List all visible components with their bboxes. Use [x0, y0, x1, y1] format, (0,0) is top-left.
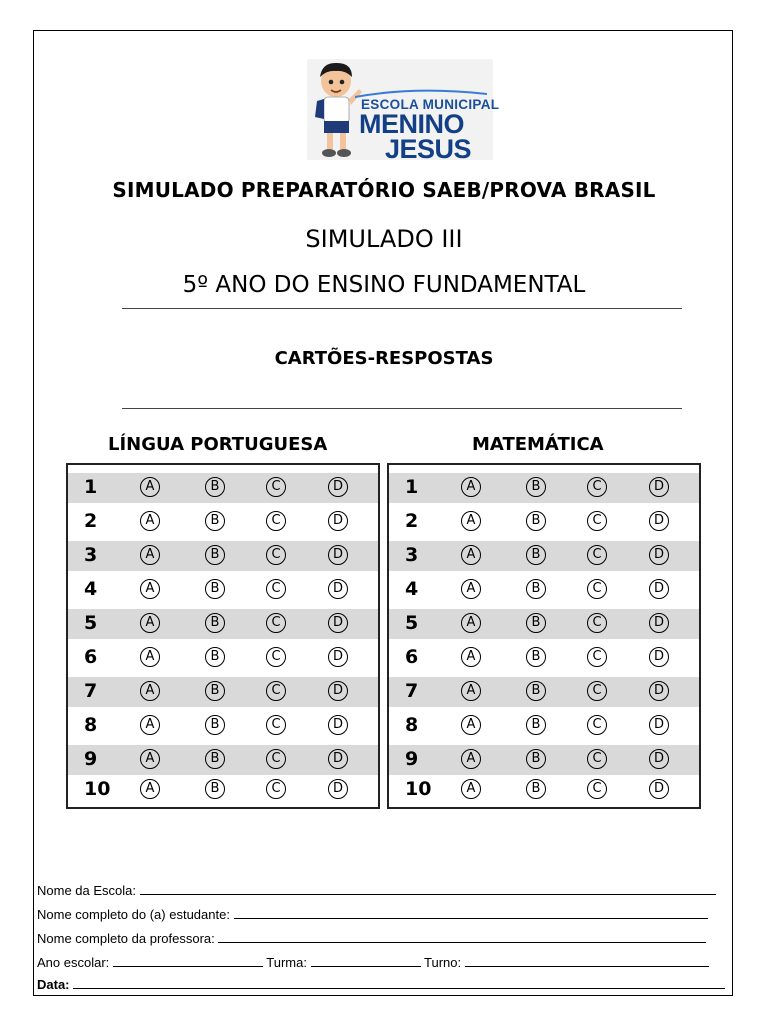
answer-row	[68, 677, 378, 707]
answer-bubble-a[interactable]: A	[461, 749, 481, 769]
answer-bubble-c[interactable]: C	[587, 715, 607, 735]
answer-row	[68, 643, 378, 673]
answer-bubble-c[interactable]: C	[266, 545, 286, 565]
answer-row	[389, 775, 699, 805]
answer-bubble-b[interactable]: B	[526, 715, 546, 735]
school-name-label: Nome da Escola:	[37, 883, 136, 898]
answer-bubble-c[interactable]: C	[587, 749, 607, 769]
grade-title: 5º ANO DO ENSINO FUNDAMENTAL	[182, 272, 586, 298]
answer-row	[389, 711, 699, 741]
logo-name-line1: MENINO	[359, 109, 464, 139]
shift-field[interactable]	[465, 954, 709, 967]
question-number: 10	[84, 778, 111, 800]
answer-bubble-d[interactable]: D	[328, 545, 348, 565]
answer-bubble-d[interactable]: D	[649, 647, 669, 667]
answer-bubble-b[interactable]: B	[205, 779, 225, 799]
answer-bubble-d[interactable]: D	[649, 511, 669, 531]
answer-row	[389, 609, 699, 639]
answer-row	[389, 473, 699, 503]
question-number: 10	[405, 778, 432, 800]
answer-bubble-a[interactable]: A	[461, 613, 481, 633]
answer-bubble-c[interactable]: C	[266, 749, 286, 769]
answer-row	[389, 507, 699, 537]
answer-sheet-title: CARTÕES-RESPOSTAS	[274, 348, 494, 369]
answer-bubble-b[interactable]: B	[205, 613, 225, 633]
answer-bubble-a[interactable]: A	[461, 779, 481, 799]
school-name-row	[37, 882, 716, 898]
date-field[interactable]	[73, 976, 725, 989]
answer-bubble-c[interactable]: C	[587, 681, 607, 701]
logo-school-line: ESCOLA MUNICIPAL	[361, 97, 500, 112]
answer-bubble-c[interactable]: C	[587, 545, 607, 565]
answer-bubble-c[interactable]: C	[266, 613, 286, 633]
answer-bubble-a[interactable]: A	[140, 579, 160, 599]
question-number: 5	[405, 612, 419, 634]
answer-bubble-a[interactable]: A	[461, 715, 481, 735]
answer-bubble-b[interactable]: B	[205, 545, 225, 565]
answer-bubble-a[interactable]: A	[140, 647, 160, 667]
answer-bubble-a[interactable]: A	[140, 511, 160, 531]
answer-row	[68, 575, 378, 605]
answer-bubble-b[interactable]: B	[526, 511, 546, 531]
answer-bubble-c[interactable]: C	[266, 647, 286, 667]
question-number: 2	[405, 510, 419, 532]
question-number: 9	[84, 748, 98, 770]
school-name-field[interactable]	[140, 882, 716, 895]
answer-bubble-b[interactable]: B	[526, 579, 546, 599]
answer-row	[389, 745, 699, 775]
divider-line	[122, 408, 682, 409]
answer-bubble-d[interactable]: D	[328, 477, 348, 497]
answer-bubble-b[interactable]: B	[526, 749, 546, 769]
answer-bubble-d[interactable]: D	[649, 579, 669, 599]
answer-row	[389, 575, 699, 605]
grade-class-shift-row	[37, 954, 709, 970]
answer-bubble-b[interactable]: B	[526, 681, 546, 701]
exam-title: SIMULADO PREPARATÓRIO SAEB/PROVA BRASIL	[112, 178, 656, 202]
answer-bubble-d[interactable]: D	[649, 613, 669, 633]
class-field[interactable]	[311, 954, 421, 967]
answer-row	[68, 609, 378, 639]
student-name-row	[37, 906, 708, 922]
question-number: 6	[405, 646, 419, 668]
question-number: 3	[84, 544, 98, 566]
grade-field[interactable]	[113, 954, 263, 967]
answer-bubble-a[interactable]: A	[140, 779, 160, 799]
question-number: 1	[84, 476, 98, 498]
answer-row	[389, 677, 699, 707]
answer-row	[68, 745, 378, 775]
answer-bubble-b[interactable]: B	[526, 647, 546, 667]
answer-bubble-a[interactable]: A	[461, 579, 481, 599]
answer-row	[68, 711, 378, 741]
question-number: 9	[405, 748, 419, 770]
question-number: 6	[84, 646, 98, 668]
question-number: 7	[84, 680, 98, 702]
question-number: 5	[84, 612, 98, 634]
answer-bubble-d[interactable]: D	[328, 613, 348, 633]
answer-row	[68, 775, 378, 805]
answer-row	[68, 473, 378, 503]
question-number: 2	[84, 510, 98, 532]
answer-bubble-d[interactable]: D	[328, 647, 348, 667]
answer-bubble-b[interactable]: B	[205, 749, 225, 769]
class-label: Turma:	[266, 955, 307, 970]
answer-bubble-b[interactable]: B	[205, 681, 225, 701]
answer-bubble-d[interactable]: D	[328, 749, 348, 769]
answer-bubble-b[interactable]: B	[205, 579, 225, 599]
answer-bubble-c[interactable]: C	[587, 779, 607, 799]
answer-bubble-a[interactable]: A	[461, 647, 481, 667]
answer-bubble-c[interactable]: C	[587, 477, 607, 497]
answer-bubble-d[interactable]: D	[328, 779, 348, 799]
answer-bubble-c[interactable]: C	[587, 613, 607, 633]
answer-bubble-c[interactable]: C	[266, 715, 286, 735]
question-number: 1	[405, 476, 419, 498]
answer-bubble-b[interactable]: B	[205, 511, 225, 531]
shift-label: Turno:	[424, 955, 462, 970]
answer-bubble-d[interactable]: D	[649, 779, 669, 799]
teacher-name-row	[37, 930, 706, 946]
answer-bubble-b[interactable]: B	[526, 613, 546, 633]
answer-bubble-a[interactable]: A	[140, 613, 160, 633]
answer-bubble-a[interactable]: A	[140, 477, 160, 497]
answer-bubble-a[interactable]: A	[140, 545, 160, 565]
question-number: 4	[405, 578, 419, 600]
answer-bubble-b[interactable]: B	[526, 545, 546, 565]
answer-bubble-d[interactable]: D	[649, 749, 669, 769]
teacher-name-label: Nome completo da professora:	[37, 931, 215, 946]
answer-bubble-c[interactable]: C	[266, 579, 286, 599]
answer-bubble-a[interactable]: A	[461, 545, 481, 565]
question-number: 4	[84, 578, 98, 600]
answer-bubble-a[interactable]: A	[461, 511, 481, 531]
answer-bubble-a[interactable]: A	[140, 749, 160, 769]
answer-bubble-a[interactable]: A	[461, 477, 481, 497]
date-row	[37, 976, 725, 992]
exam-subtitle: SIMULADO III	[305, 225, 463, 253]
student-name-label: Nome completo do (a) estudante:	[37, 907, 230, 922]
answer-bubble-d[interactable]: D	[328, 715, 348, 735]
answer-row	[389, 541, 699, 571]
answer-bubble-a[interactable]: A	[140, 715, 160, 735]
teacher-name-field[interactable]	[218, 930, 706, 943]
divider-line	[122, 308, 682, 309]
answer-bubble-c[interactable]: C	[587, 647, 607, 667]
answer-grid-math	[387, 463, 701, 809]
answer-row	[389, 643, 699, 673]
date-label: Data:	[37, 977, 70, 992]
answer-bubble-b[interactable]: B	[526, 477, 546, 497]
question-number: 7	[405, 680, 419, 702]
question-number: 8	[84, 714, 98, 736]
answer-grid-portuguese	[66, 463, 380, 809]
section-title-portuguese: LÍNGUA PORTUGUESA	[108, 434, 328, 455]
answer-bubble-d[interactable]: D	[328, 511, 348, 531]
answer-bubble-a[interactable]: A	[140, 681, 160, 701]
question-number: 3	[405, 544, 419, 566]
answer-bubble-c[interactable]: C	[266, 779, 286, 799]
answer-bubble-b[interactable]: B	[526, 779, 546, 799]
answer-bubble-a[interactable]: A	[461, 681, 481, 701]
answer-row	[68, 541, 378, 571]
answer-bubble-c[interactable]: C	[266, 477, 286, 497]
answer-bubble-b[interactable]: B	[205, 647, 225, 667]
answer-bubble-d[interactable]: D	[328, 579, 348, 599]
grade-label: Ano escolar:	[37, 955, 110, 970]
student-name-field[interactable]	[234, 906, 708, 919]
answer-bubble-c[interactable]: C	[266, 681, 286, 701]
answer-bubble-d[interactable]: D	[649, 477, 669, 497]
section-title-math: MATEMÁTICA	[472, 434, 604, 455]
school-logo	[307, 59, 500, 164]
question-number: 8	[405, 714, 419, 736]
answer-row	[68, 507, 378, 537]
answer-bubble-c[interactable]: C	[587, 511, 607, 531]
answer-bubble-d[interactable]: D	[649, 545, 669, 565]
answer-bubble-d[interactable]: D	[649, 715, 669, 735]
answer-bubble-c[interactable]: C	[587, 579, 607, 599]
answer-bubble-d[interactable]: D	[328, 681, 348, 701]
logo-name-line2: JESUS	[385, 134, 472, 164]
answer-bubble-c[interactable]: C	[266, 511, 286, 531]
boy-mascot-icon	[309, 59, 365, 160]
answer-bubble-d[interactable]: D	[649, 681, 669, 701]
answer-bubble-b[interactable]: B	[205, 477, 225, 497]
answer-bubble-b[interactable]: B	[205, 715, 225, 735]
